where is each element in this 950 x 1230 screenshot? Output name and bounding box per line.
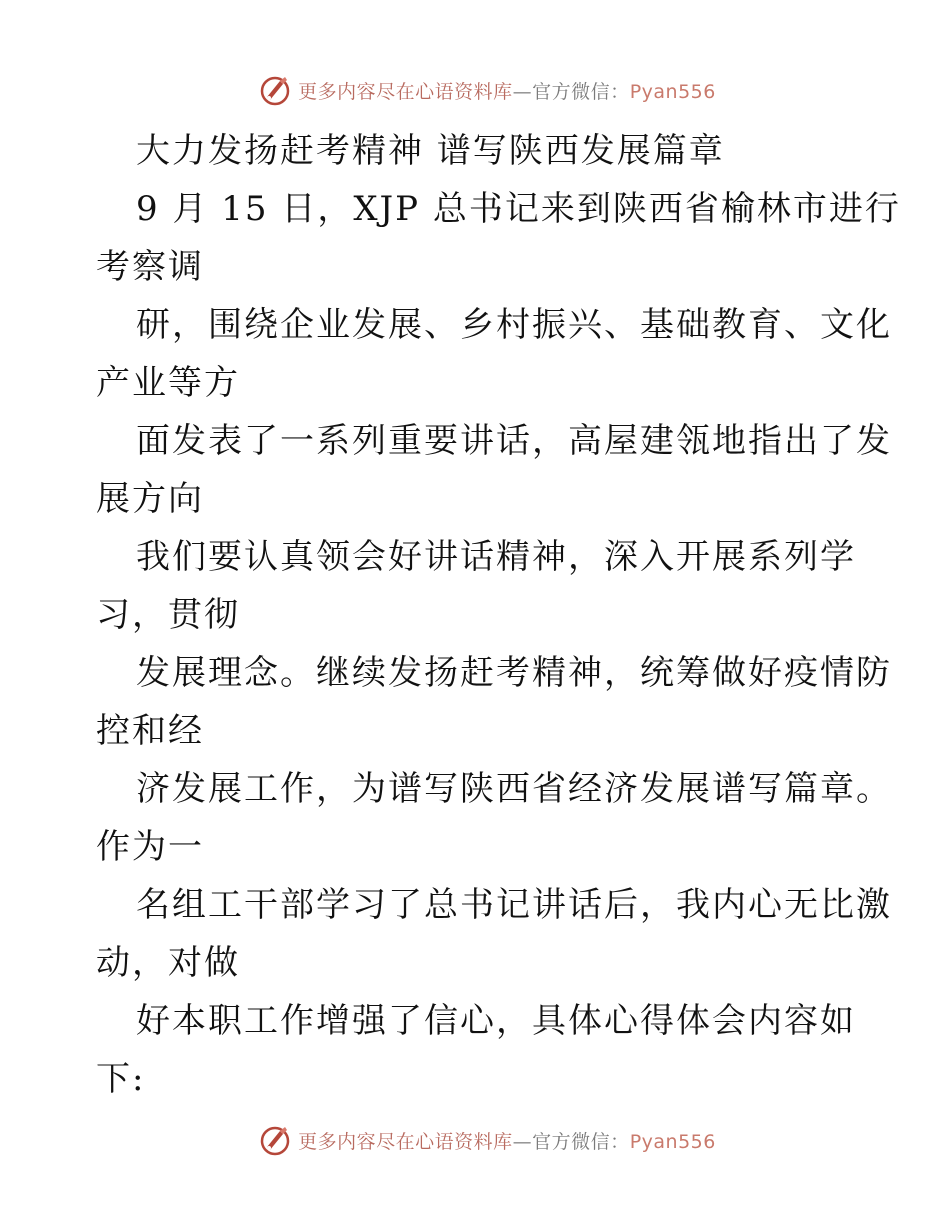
footer-watermark-banner (0, 1120, 950, 1160)
header-watermark-banner (0, 70, 950, 110)
banner-dash: — (512, 80, 533, 103)
banner-text (298, 77, 716, 104)
paragraph-line: 研，围绕企业发展、乡村振兴、基础教育、文化 (136, 305, 892, 345)
quill-logo-icon (258, 1123, 292, 1157)
paragraph-line: 控和经 (96, 711, 204, 751)
paragraph-line: 考察调 (96, 247, 204, 287)
paragraph-line: 好本职工作增强了信心，具体心得体会内容如 (136, 1001, 856, 1041)
document-title: 大力发扬赶考精神 谱写陕西发展篇章 (136, 131, 725, 171)
banner-wechat-handle: Pyan556 (629, 80, 716, 103)
paragraph-line: 济发展工作，为谱写陕西省经济发展谱写篇章。 (136, 769, 892, 809)
banner-content (258, 1123, 716, 1157)
paragraph-line: 发展理念。继续发扬赶考精神，统筹做好疫情防 (136, 653, 892, 693)
paragraph-line: 我们要认真领会好讲话精神，深入开展系列学 (136, 537, 856, 577)
paragraph-line: 作为一 (96, 827, 204, 867)
paragraph-line: 展方向 (96, 479, 204, 519)
paragraph-line: 名组工干部学习了总书记讲话后，我内心无比激 (136, 885, 892, 925)
paragraph-line: 动，对做 (96, 943, 240, 983)
banner-wechat-handle: Pyan556 (629, 1130, 716, 1153)
banner-wechat-label: 官方微信： (532, 1130, 630, 1153)
banner-promo: 更多内容尽在心语资料库 (298, 1130, 513, 1153)
banner-content (258, 73, 716, 107)
paragraph-line: 下: (96, 1059, 146, 1099)
banner-promo: 更多内容尽在心语资料库 (298, 80, 513, 103)
banner-dash: — (512, 1130, 533, 1153)
paragraph-line: 9 月 15 日，XJP 总书记来到陕西省榆林市进行 (136, 189, 901, 229)
paragraph-line: 面发表了一系列重要讲话，高屋建瓴地指出了发 (136, 421, 892, 461)
paragraph-line: 产业等方 (96, 363, 240, 403)
banner-text (298, 1127, 716, 1154)
banner-wechat-label: 官方微信： (532, 80, 630, 103)
document-body (96, 122, 901, 1108)
paragraph-line: 习，贯彻 (96, 595, 240, 635)
quill-logo-icon (258, 73, 292, 107)
